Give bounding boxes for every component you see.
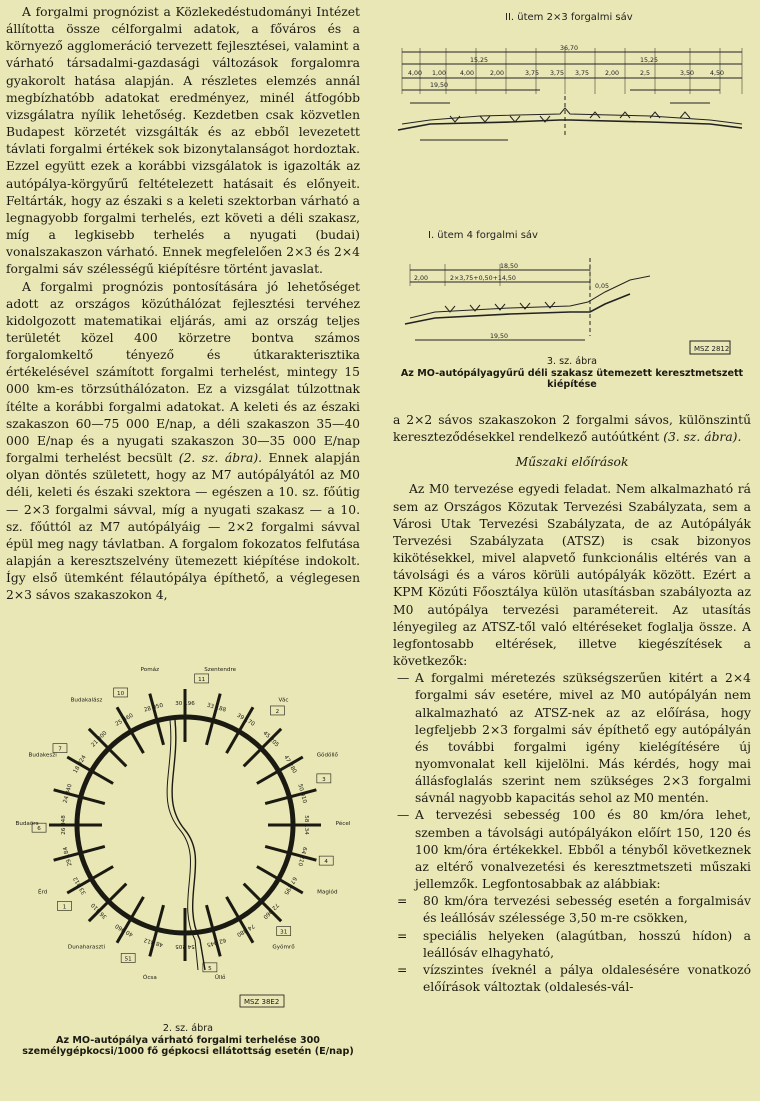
dash-bullet: — [397, 671, 410, 686]
traffic-volume-label: 25 460 [114, 712, 135, 728]
figure-2-caption [4, 1023, 372, 1058]
figure-2-ring-diagram [10, 640, 360, 1025]
road-number-label: 3 [322, 776, 326, 783]
equals-bullet: = [397, 894, 408, 909]
list-item [393, 893, 751, 927]
road-number-label: 7 [58, 746, 62, 753]
traffic-volume-label: 64 210 [296, 846, 308, 867]
dimension-label: 4,50 [710, 70, 725, 77]
road-number-label: 5 [208, 965, 212, 972]
place-label: Dunaharaszti [67, 944, 106, 951]
dimension-label: 2,00 [490, 70, 505, 77]
paragraph-stage-continuation [393, 412, 751, 446]
dimension-label: 1,00 [432, 70, 447, 77]
traffic-volume-label: 26 048 [61, 815, 67, 835]
dimension-label: 3,75 [575, 70, 590, 77]
road-number-label: 51 [124, 956, 132, 963]
place-label: Érd [37, 889, 48, 896]
dimension-label: 4,00 [408, 70, 423, 77]
place-label: Ócsa [142, 975, 157, 982]
dimension-label: 3,75 [525, 70, 540, 77]
speed-consequence-list [393, 893, 751, 996]
dimension-label: 3,50 [680, 70, 695, 77]
place-label: Gödöllő [316, 752, 338, 759]
figure-3-title-top: II. ütem 2×3 forgalmi sáv [505, 12, 633, 23]
equals-bullet: = [397, 962, 408, 977]
traffic-volume-label: 24 840 [62, 783, 74, 804]
dimension-label: 4,00 [460, 70, 475, 77]
place-label: Budaörs [15, 821, 39, 827]
paragraph-text: A forgalmi prognózis pontosítására jó lehetőséget adott az országos közúthálózat fejlesztési tervéhez kidolgozott matematikai eljárás, ami az ország teljes területét közel 400 körzetre bontva számos forgalomkeltő tényező és útkarakterisztika értékelésével számított forgalmi terhelést, mintegy 15 000 km-es törzsúthálózaton. Ez a vizsgálat túlzottnak ítélte a korábbi forgalmi adatokat. A keleti és az északi szakaszon 60—75 000 E/nap, a déli szakaszon 35—40 000 E/nap és a nyugati szakaszon 30—35 000 E/nap forgalmi terhelést becsült [6, 279, 360, 466]
list-item-text: A forgalmi méretezés szükségszerűen kitért a 2×4 forgalmi sáv esetére, mivel az M0 autópályán nem alkalmazható az ATSZ-nek az az előírása, hogy legfeljebb 2×3 forgalmi sáv építhető egy autópályán és további forgalmi igény kielégítésére új nyomvonalat kell kijelölni. Más kérdés, hogy mai állásfoglalás szerint nem szükséges 2×3 forgalmi sávnál nagyobb kapacitás sehol az M0 mentén. [415, 671, 751, 806]
place-label: Budakeszi [28, 752, 57, 759]
traffic-volume-label: 18 024 [72, 754, 88, 775]
list-item-text: speciális helyeken (alagútban, hosszú hídon) a leállósáv elhagyható, [423, 928, 751, 960]
list-item-text: 80 km/óra tervezési sebesség esetén a forgalmisáv és leállósáv szélessége 3,50 m-re csökken, [423, 894, 751, 926]
figure-3-cross-sections [390, 6, 755, 366]
traffic-volume-label: 36 410 [90, 901, 109, 920]
traffic-volume-label: 47 280 [282, 754, 298, 775]
right-column [393, 412, 751, 996]
traffic-volume-label: 62 045 [206, 936, 227, 948]
traffic-volume-label: 33 012 [72, 875, 88, 896]
place-label: Pécel [335, 821, 351, 827]
traffic-volume-label: 50 010 [296, 783, 308, 804]
place-label: Budakalász [70, 697, 103, 704]
paragraph-text: a 2×2 sávos szakaszokon 2 forgalmi sávos, különszintű kereszteződésekkel rendelkező autóútként [393, 413, 751, 445]
road-number-label: 1 [62, 904, 67, 911]
dimension-label: 36,70 [560, 45, 579, 52]
dimension-label: 2×3,75+0,50+14,50 [450, 275, 516, 282]
road-number-label: 11 [198, 676, 206, 683]
list-item [393, 670, 751, 807]
list-item-text: A tervezési sebesség 100 és 80 km/óra lehet, szemben a távolsági autópályákon előírt 150, 120 és 100 km/óra értékekkel. Ebből a tényből következnek az eltérő vonalvezetési és keresztmetszeti műszaki jellemzők. Legfontosabbak az alábbiak: [415, 808, 751, 892]
figure-3-number: 3. sz. ábra [546, 356, 598, 367]
dimension-label: 0,05 [595, 283, 610, 290]
equals-bullet: = [397, 928, 408, 943]
place-label: Vác [278, 697, 289, 704]
place-label: Pomáz [140, 666, 160, 673]
dimension-label: 15,25 [640, 57, 659, 64]
dimension-label: 15,25 [470, 57, 489, 64]
figure-3-title-bottom: I. ütem 4 forgalmi sáv [428, 230, 538, 241]
dimension-label: 19,50 [430, 82, 449, 89]
traffic-volume-label: 48 312 [143, 936, 164, 948]
place-label: Gyömrő [272, 944, 295, 951]
figure-3-caption [392, 356, 752, 391]
left-column [6, 4, 360, 604]
traffic-volume-label: 39 170 [235, 712, 256, 728]
dimension-label: 2,5 [640, 70, 651, 77]
traffic-volume-label: 29 184 [62, 846, 74, 867]
paragraph-forecast-intro: A forgalmi prognózist a Közlekedéstudományi Intézet állította össze célforgalmi adatok, a főváros és a környező agglomeráció tervezett fejlesztései, valamint a várható társadalmi-gazdasági változások forgalomra gyakorolt hatása alapján. A részletes elemzés annál megbízhatóbb adatokat eredményez, minél átfogóbb vizsgálatra nyílik lehetőség. Kezdetben csak közvetlen Budapest körzetét vizsgálták és az ebből levezetett távlati forgalmi értékek sok bizonytalanságot hordoztak. Ezzel együtt ezek a korábbi vizsgálatok is igazolták az autópálya-körgyűrű feltételezett hatásait és előnyeit. Feltárták, hogy az északi s a keleti szektorban várható a legnagyobb forgalmi terhelés, ezt követi a déli szakasz, míg a legkisebb terhelés a nyugati (budai) vonalszakaszon várható. Ennek megfelelően 2×3 és 2×4 forgalmi sáv szélességű kiépítésre történt javaslat. [6, 5, 360, 277]
figure-reference: (2. sz. ábra). [178, 451, 263, 466]
traffic-volume-label: 72 060 [261, 901, 280, 920]
traffic-volume-label: 33 188 [206, 702, 227, 714]
dimension-label: 3,75 [550, 70, 565, 77]
paragraph-text: Ennek alapján olyan döntés született, hogy az M7 autópályától az M0 déli, keleti és északi szektora — egészen a 10. sz. főútig — 2×3 forgalmi sávval, míg a nyugati szakasz — a 10. sz. főúttól az M7 autópályáig — 2×2 forgalmi sávval épül meg nagy távlatban. A forgalom fokozatos felfutása alapján a keresztszelvény ütemezett kiépítése indokolt. Így első ütemként félautópálya építhető, a véglegesen 2×3 sávos szakaszokon 4, [6, 451, 360, 603]
figure-2-number: 2. sz. ábra [162, 1023, 214, 1034]
figure-2-caption-text: Az MO-autópálya várható forgalmi terhelése 300 személygépkocsi/1000 fő gépkocsi ellátottság esetén (E/nap) [22, 1034, 354, 1057]
traffic-volume-label: 40 960 [114, 922, 135, 938]
traffic-volume-label: 67 295 [282, 875, 298, 896]
traffic-volume-label: 58 134 [303, 815, 309, 835]
dimension-label: 2,00 [414, 275, 429, 282]
dash-bullet: — [397, 808, 410, 823]
traffic-volume-label: 54 205 [175, 943, 195, 949]
deviation-list [393, 670, 751, 893]
list-item [393, 928, 751, 962]
list-item [393, 962, 751, 996]
traffic-volume-label: 74 880 [235, 922, 256, 938]
list-item-text: vízszintes íveknél a pálya oldalesésére vonatkozó előírások változtak (oldalesés-vál- [423, 962, 751, 994]
paragraph-technical-rules: Az M0 tervezése egyedi feladat. Nem alkalmazható rá sem az Országos Közutak Tervezési Szabályzata, sem a Városi Utak Tervezési Szabályzata, de az Autópályák Tervezési Szabályzata (ATSZ) is csak bizonyos kikötésekkel, mivel alapvető funkcionális eltérés van a távolsági és a város körüli autópályák között. Ezért a KPM Közúti Főosztálya külön utasításban szabályozta az M0 autópálya tervezési paramétereit. Az utasítás lényegileg az ATSZ-től való eltéréseket foglalja össze. A legfontosabb eltérések, illetve kiegészítések a következők: [393, 482, 751, 669]
dimension-label: 18,50 [500, 263, 519, 270]
section-title: Műszaki előírások [515, 455, 629, 470]
figure-3-caption-text: Az MO-autópályagyűrű déli szakasz ütemezett keresztmetszett kiépítése [400, 367, 744, 390]
paragraph-forecast-refinement [6, 279, 360, 605]
figure-reference: (3. sz. ábra). [663, 430, 742, 445]
dimension-label: 19,50 [490, 333, 509, 340]
road-number-label: 4 [324, 859, 328, 866]
place-label: Maglód [317, 889, 338, 896]
road-number-label: 31 [280, 929, 288, 936]
list-item [393, 807, 751, 893]
road-number-label: 10 [117, 690, 125, 697]
traffic-volume-label: 30 196 [175, 701, 195, 707]
road-number-label: 6 [37, 826, 41, 833]
dimension-label: 2,00 [605, 70, 620, 77]
place-label: Szentendre [204, 666, 237, 673]
traffic-volume-label: 45 205 [261, 730, 280, 749]
road-number-label: 2 [275, 708, 280, 715]
figure-3-stamp: MSZ 2812 [694, 345, 730, 353]
place-label: Üllő [214, 975, 226, 982]
traffic-volume-label: 28 050 [143, 702, 164, 714]
figure-2-stamp: MSZ 38E2 [244, 998, 280, 1006]
traffic-volume-label: 21 300 [90, 730, 109, 749]
